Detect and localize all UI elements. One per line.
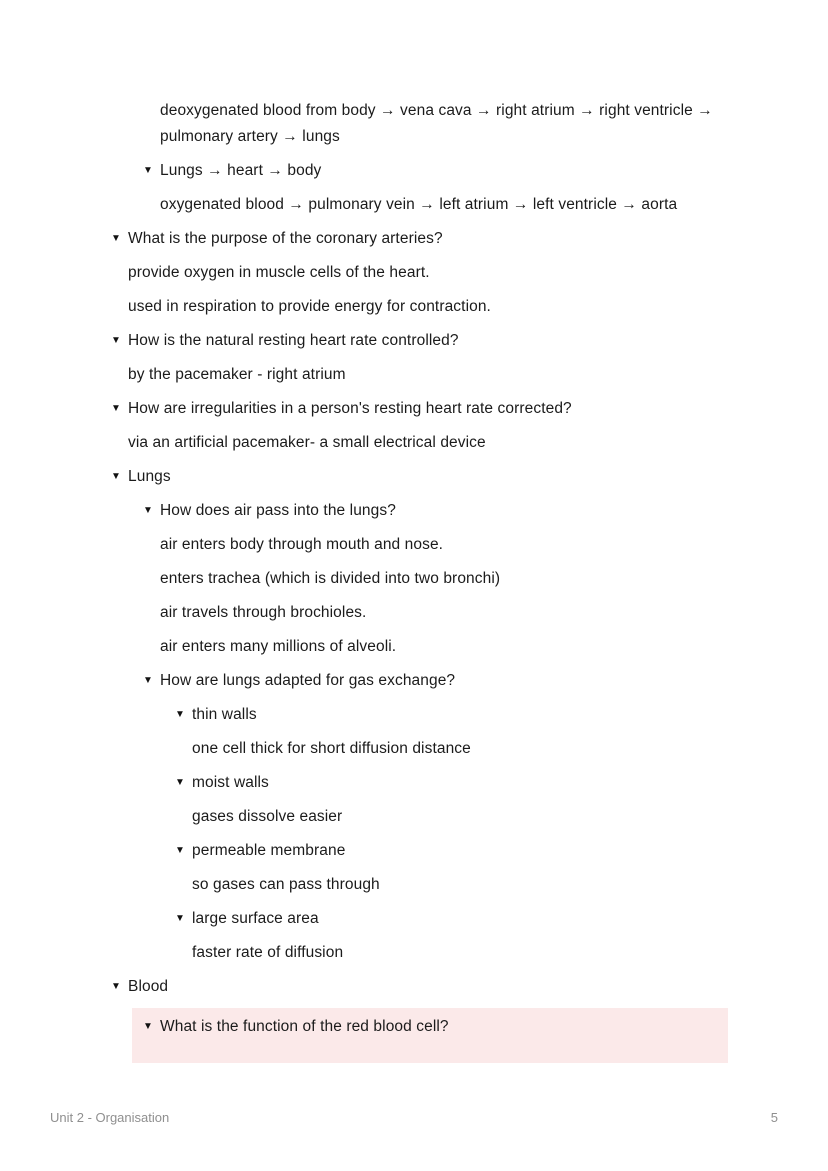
footer-section-title: Unit 2 - Organisation (50, 1110, 170, 1125)
outline-item-text: air travels through brochioles. (160, 604, 367, 621)
outline-text-line (0, 566, 828, 592)
outline-text-line (0, 940, 828, 966)
outline-item-text: Blood (128, 978, 169, 995)
outline-item-text: permeable membrane (192, 842, 346, 859)
toggle-triangle-icon: ▼ (175, 709, 185, 720)
toggle-triangle-icon: ▼ (175, 845, 185, 856)
outline-toggle-item (132, 1008, 728, 1063)
outline-item-text: moist walls (192, 774, 269, 791)
outline-item-text: How does air pass into the lungs? (160, 502, 396, 519)
toggle-triangle-icon: ▼ (143, 505, 153, 516)
outline-toggle-item (0, 226, 828, 252)
outline-toggle-item (0, 838, 828, 864)
outline-toggle-item (0, 158, 828, 184)
outline-text-line (0, 804, 828, 830)
outline-text-line (0, 872, 828, 898)
outline-item-text: faster rate of diffusion (192, 944, 344, 961)
outline-item-text: Lungs (128, 468, 171, 485)
outline-toggle-item (0, 396, 828, 422)
outline-item-text: How are irregularities in a person's resting heart rate corrected? (128, 400, 572, 417)
outline-toggle-item (0, 498, 828, 524)
outline-item-text: enters trachea (which is divided into two bronchi) (160, 570, 501, 587)
outline-item-text: How is the natural resting heart rate controlled? (128, 332, 459, 349)
outline-toggle-item (0, 974, 828, 1000)
outline-item-text: used in respiration to provide energy for contraction. (128, 298, 491, 315)
toggle-triangle-icon: ▼ (143, 1021, 153, 1032)
footer-page-number: 5 (770, 1110, 778, 1125)
outline-text-line (0, 362, 828, 388)
outline-item-text: by the pacemaker - right atrium (128, 366, 346, 383)
outline-text-line (0, 634, 828, 660)
outline-item-text: thin walls (192, 706, 257, 723)
toggle-triangle-icon: ▼ (175, 777, 185, 788)
toggle-triangle-icon: ▼ (111, 403, 121, 414)
outline-item-text: gases dissolve easier (192, 808, 343, 825)
outline-text-line (0, 192, 828, 218)
toggle-triangle-icon: ▼ (143, 165, 153, 176)
outline-item-text: air enters many millions of alveoli. (160, 638, 397, 655)
outline-item-text: one cell thick for short diffusion distance (192, 740, 471, 757)
outline-toggle-item (0, 328, 828, 354)
outline-item-text: air enters body through mouth and nose. (160, 536, 444, 553)
outline-item-text: deoxygenated blood from body → vena cava → right atrium → right ventricle → pulmonary artery → lungs (160, 102, 713, 145)
outline-text-line (0, 98, 828, 150)
outline-text-line (0, 532, 828, 558)
toggle-triangle-icon: ▼ (111, 335, 121, 346)
outline-toggle-item (0, 668, 828, 694)
outline-item-text: via an artificial pacemaker- a small electrical device (128, 434, 486, 451)
outline-text-line (0, 294, 828, 320)
toggle-triangle-icon: ▼ (143, 675, 153, 686)
toggle-triangle-icon: ▼ (175, 913, 185, 924)
outline-toggle-item (0, 702, 828, 728)
outline-text-line (0, 600, 828, 626)
page-footer (50, 1109, 778, 1127)
outline-text-line (0, 430, 828, 456)
outline-toggle-item (0, 906, 828, 932)
toggle-triangle-icon: ▼ (111, 233, 121, 244)
outline-text-line (0, 736, 828, 762)
outline-toggle-item (0, 464, 828, 490)
outline-item-text: What is the purpose of the coronary arteries? (128, 230, 443, 247)
outline-item-text: What is the function of the red blood cell? (160, 1018, 449, 1035)
outline-item-text: oxygenated blood → pulmonary vein → left atrium → left ventricle → aorta (160, 196, 678, 213)
toggle-triangle-icon: ▼ (111, 471, 121, 482)
toggle-triangle-icon: ▼ (111, 981, 121, 992)
outline-text-line (0, 260, 828, 286)
outline-item-text: Lungs → heart → body (160, 162, 322, 179)
outline-item-text: provide oxygen in muscle cells of the heart. (128, 264, 430, 281)
outline-item-text: so gases can pass through (192, 876, 380, 893)
outline-item-text: large surface area (192, 910, 319, 927)
outline-content (0, 98, 828, 1071)
outline-item-text: How are lungs adapted for gas exchange? (160, 672, 456, 689)
outline-toggle-item (0, 770, 828, 796)
